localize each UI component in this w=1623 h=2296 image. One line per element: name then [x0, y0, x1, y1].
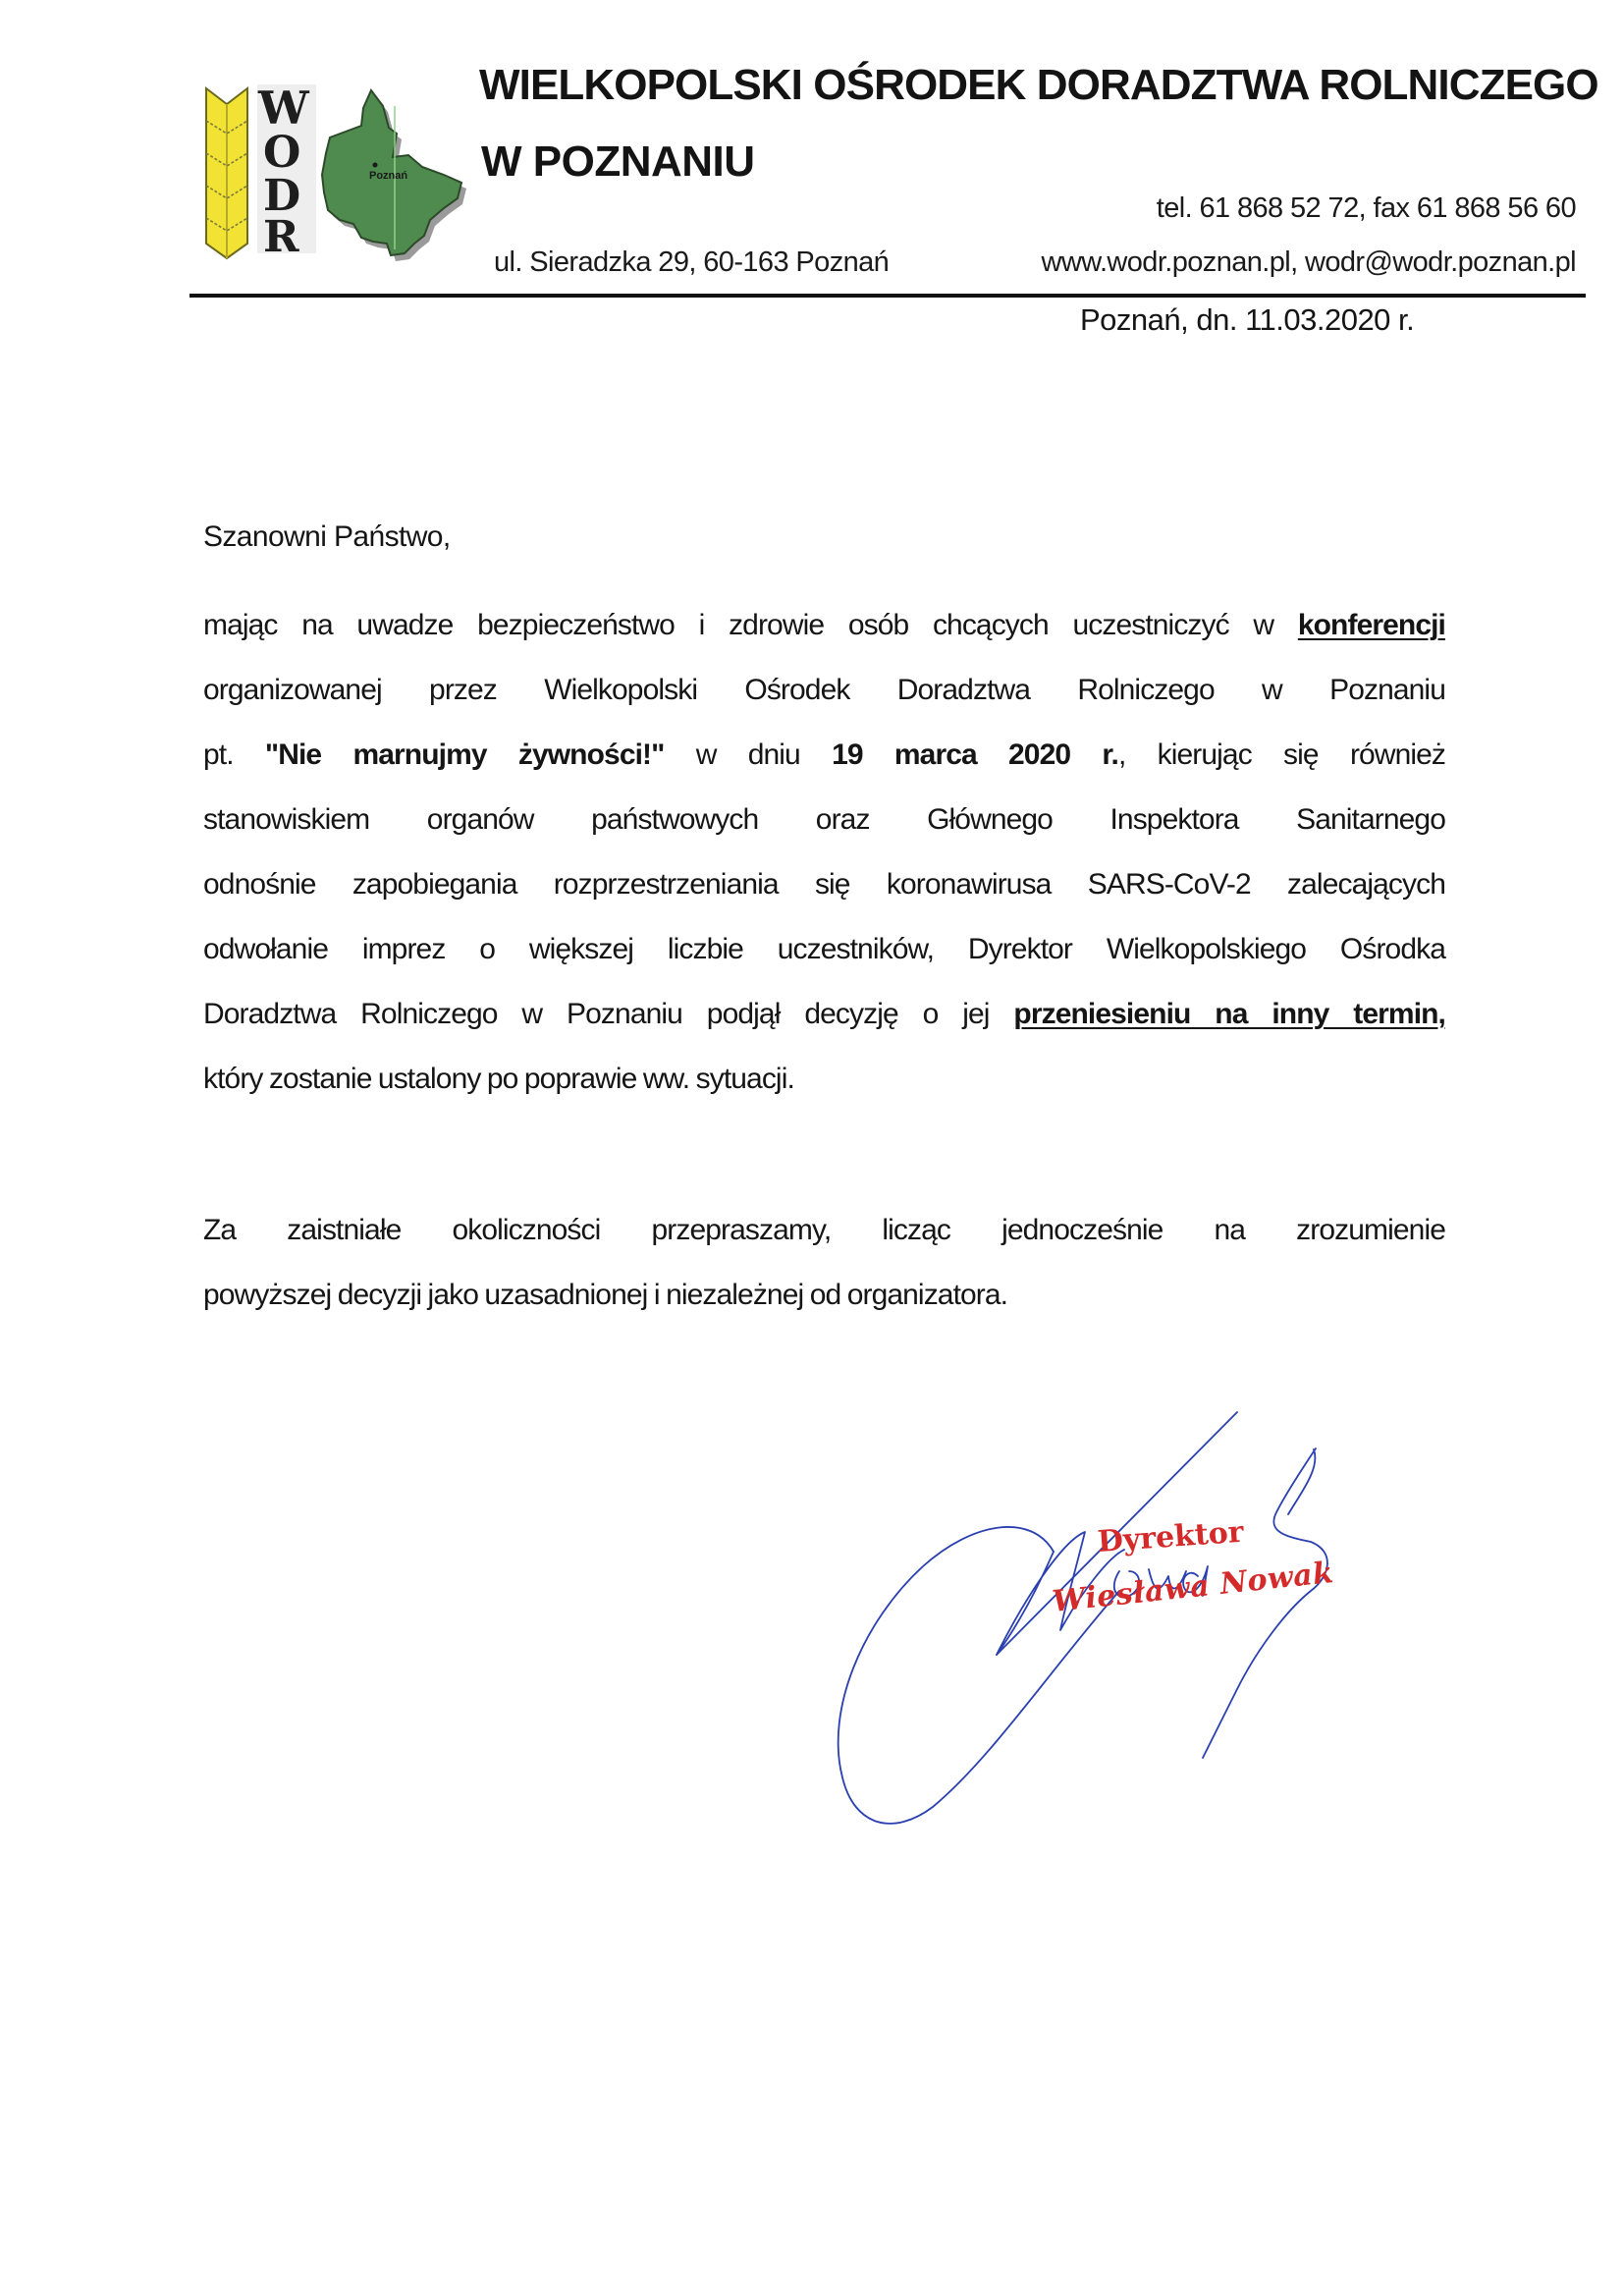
text-line [203, 723, 1445, 788]
text-run: , kierując się również [1117, 738, 1446, 771]
svg-text:D: D [263, 171, 301, 221]
text-line [203, 593, 1445, 658]
text-run: organizowanej przez Wielkopolski Ośrodek Doradztwa Rolniczego w Poznaniu [203, 674, 1445, 706]
svg-text:R: R [263, 212, 299, 262]
emphasized-text: przeniesieniu na inny termin, [1013, 998, 1445, 1030]
organization-city: W POZNANIU [481, 137, 755, 186]
contact-web-email: www.wodr.poznan.pl, wodr@wodr.poznan.pl [1041, 246, 1576, 278]
text-line [203, 917, 1445, 982]
paragraph-1 [203, 593, 1445, 1112]
text-line [203, 852, 1445, 917]
organization-name: WIELKOPOLSKI OŚRODEK DORADZTWA ROLNICZEGO [479, 61, 1598, 109]
stamp-name: Wiesława Nowak [1051, 1556, 1335, 1619]
contact-phone-fax: tel. 61 868 52 72, fax 61 868 56 60 [1156, 192, 1576, 224]
salutation: Szanowni Państwo, [203, 520, 451, 553]
region-map-icon [322, 90, 466, 261]
text-line [203, 658, 1445, 723]
text-run: odwołanie imprez o większej liczbie uczestników, Dyrektor Wielkopolskiego Ośrodka [203, 933, 1445, 965]
text-line [203, 982, 1445, 1047]
wodr-logo [196, 77, 471, 273]
text-line [203, 1263, 1445, 1328]
svg-text:W: W [258, 82, 309, 135]
contact-address: ul. Sieradzka 29, 60-163 Poznań [494, 246, 890, 278]
handwritten-signature [825, 1394, 1375, 1846]
text-run: Doradztwa Rolniczego w Poznaniu podjął decyzję o jej [203, 998, 1014, 1030]
wodr-letters [257, 82, 316, 262]
paragraph-2 [203, 1198, 1445, 1328]
emphasized-text: konferencji [1297, 609, 1445, 641]
svg-text:Poznań: Poznań [369, 170, 408, 182]
header-divider [189, 294, 1586, 298]
wheat-ear-icon [206, 88, 247, 258]
svg-text:O: O [263, 128, 301, 178]
text-run: pt. [203, 738, 265, 771]
stamp-title: Dyrektor [1096, 1514, 1245, 1559]
text-run: który zostanie ustalony po poprawie ww. sytuacji. [203, 1063, 794, 1095]
text-run: Za zaistniałe okoliczności przepraszamy, licząc jednocześnie na zrozumienie [203, 1214, 1445, 1246]
text-run: w dniu [664, 738, 833, 771]
letter-date: Poznań, dn. 11.03.2020 r. [1080, 302, 1415, 337]
text-run: powyższej decyzji jako uzasadnionej i niezależnej od organizatora. [203, 1279, 1008, 1311]
text-run: odnośnie zapobiegania rozprzestrzeniania się koronawirusa SARS-CoV-2 zalecających [203, 868, 1445, 901]
text-run: mając na uwadze bezpieczeństwo i zdrowie osób chcących uczestniczyć w [203, 609, 1298, 641]
emphasized-text: 19 marca 2020 r. [832, 738, 1118, 771]
text-line [203, 1198, 1445, 1263]
text-line [203, 1047, 1445, 1112]
text-line [203, 788, 1445, 852]
emphasized-text: "Nie marnujmy żywności!" [264, 738, 665, 771]
text-run: stanowiskiem organów państwowych oraz Głównego Inspektora Sanitarnego [203, 803, 1445, 836]
